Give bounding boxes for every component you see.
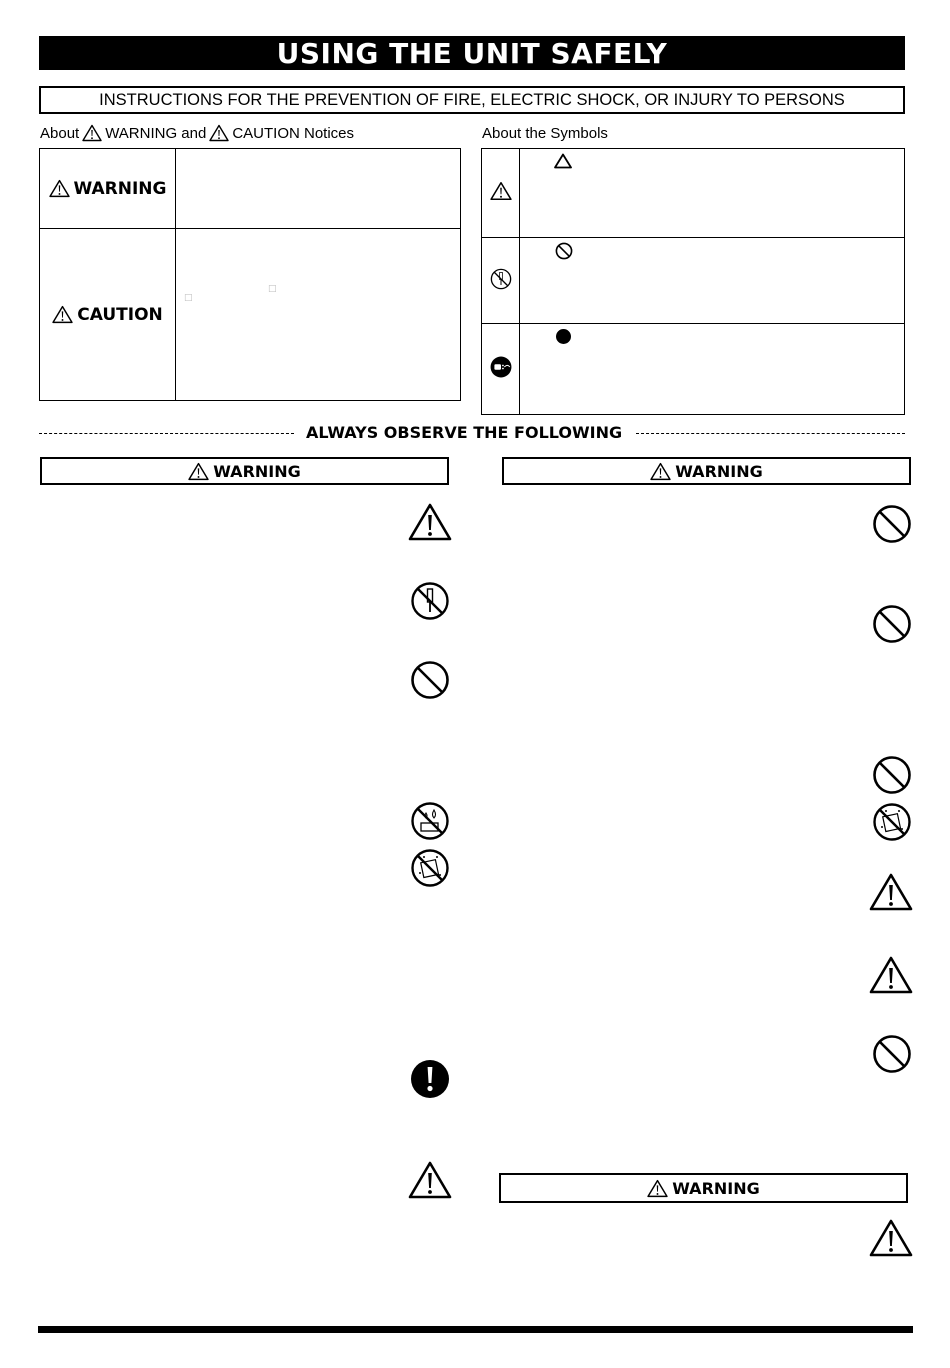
caution-tag xyxy=(40,305,175,325)
warning-triangle-icon xyxy=(490,181,512,201)
symbol-icon-cell xyxy=(482,238,520,324)
divider-line-left xyxy=(39,433,294,434)
symbol-description-cell xyxy=(520,238,905,324)
label-caution-notices: CAUTION Notices xyxy=(232,124,355,142)
prohibited-icon xyxy=(872,604,912,644)
left-warning-label: WARNING xyxy=(213,461,301,481)
bottom-rule xyxy=(38,1326,913,1333)
symbol-row-prohibition xyxy=(482,238,905,324)
symbol-description-cell xyxy=(520,149,905,238)
unplug-icon xyxy=(490,356,512,378)
warning-triangle-icon xyxy=(869,1218,913,1258)
symbols-label-text: About the Symbols xyxy=(482,125,608,142)
warning-triangle-icon xyxy=(82,124,102,142)
prohibited-icon xyxy=(410,660,450,700)
no-water-icon xyxy=(410,801,450,841)
filled-circle-icon xyxy=(555,328,572,345)
no-drop-icon xyxy=(872,802,912,842)
warning-triangle-icon xyxy=(869,955,913,995)
right-warning-header xyxy=(502,457,911,485)
right-lower-warning-label: WARNING xyxy=(672,1178,760,1198)
symbol-icon-cell xyxy=(482,149,520,238)
do-not-disassemble-icon xyxy=(410,581,450,621)
right-lower-warning-header xyxy=(499,1173,908,1203)
warning-tag xyxy=(40,179,175,199)
symbols-table xyxy=(481,148,905,415)
symbol-row-triangle xyxy=(482,149,905,238)
placeholder-glyph: □ xyxy=(268,284,277,294)
warning-triangle-icon xyxy=(188,462,209,481)
prohibited-icon xyxy=(872,755,912,795)
notice-description-cell xyxy=(176,229,461,401)
notice-tag-cell xyxy=(40,229,176,401)
mandatory-action-icon xyxy=(410,1059,450,1099)
prohibition-circle-icon xyxy=(555,242,573,260)
symbol-description-cell xyxy=(520,324,905,415)
notice-row-caution xyxy=(40,229,461,401)
warning-triangle-icon xyxy=(408,502,452,542)
do-not-disassemble-icon xyxy=(490,268,512,290)
prohibited-icon xyxy=(872,1034,912,1074)
label-warning-and: WARNING and xyxy=(105,124,207,142)
divider-line-right xyxy=(636,433,905,434)
notice-row-warning xyxy=(40,149,461,229)
page-title: USING THE UNIT SAFELY xyxy=(39,36,905,70)
caution-tag-label: CAUTION xyxy=(77,304,163,325)
warning-triangle-icon xyxy=(209,124,229,142)
prohibited-icon xyxy=(872,504,912,544)
notices-section-label xyxy=(40,124,354,142)
warning-tag-label: WARNING xyxy=(73,178,167,199)
instructions-banner: INSTRUCTIONS FOR THE PREVENTION OF FIRE, ELECTRIC SHOCK, OR INJURY TO PERSONS xyxy=(39,86,905,114)
symbol-icon-cell xyxy=(482,324,520,415)
symbol-row-mandatory xyxy=(482,324,905,415)
notice-description-cell xyxy=(176,149,461,229)
warning-triangle-icon xyxy=(52,305,73,324)
warning-triangle-icon xyxy=(408,1160,452,1200)
label-about: About xyxy=(40,124,80,142)
warning-triangle-icon xyxy=(647,1179,668,1198)
placeholder-glyph: □ xyxy=(184,293,193,303)
always-observe-heading: ALWAYS OBSERVE THE FOLLOWING xyxy=(306,423,623,442)
notices-table xyxy=(39,148,461,401)
notice-tag-cell xyxy=(40,149,176,229)
left-warning-header xyxy=(40,457,449,485)
warning-triangle-icon xyxy=(650,462,671,481)
warning-triangle-icon xyxy=(49,179,70,198)
no-drop-icon xyxy=(410,848,450,888)
symbols-section-label xyxy=(482,125,608,142)
right-warning-label: WARNING xyxy=(675,461,763,481)
triangle-outline-icon xyxy=(554,153,572,169)
warning-triangle-icon xyxy=(869,872,913,912)
